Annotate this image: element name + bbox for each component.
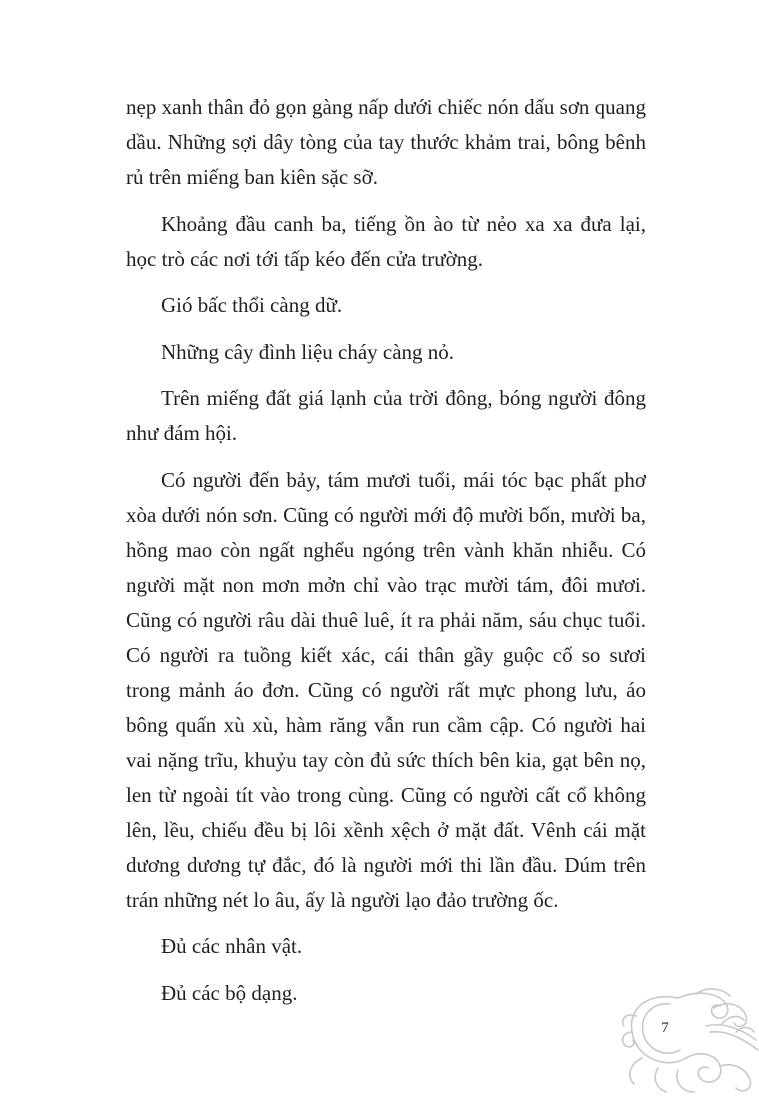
floral-scroll-ornament-icon	[618, 988, 759, 1096]
paragraph: Đủ các nhân vật.	[161, 934, 303, 958]
page-body	[126, 90, 646, 1022]
paragraph: Khoảng đầu canh ba, tiếng ồn ào từ nẻo xa xa đưa lại, học trò các nơi tới tấp kéo đến cửa trường.	[126, 211, 646, 271]
paragraph: Gió bấc thổi càng dữ.	[161, 293, 343, 317]
paragraph: Đủ các bộ dạng.	[161, 980, 298, 1005]
page-number: 7	[661, 1020, 669, 1036]
paragraph: Những cây đình liệu cháy càng nỏ.	[161, 339, 455, 364]
paragraph: Trên miếng đất giá lạnh của trời đông, bóng người đông như đám hội.	[126, 386, 646, 445]
paragraph: nẹp xanh thân đỏ gọn gàng nấp dưới chiếc nón dấu sơn quang dầu. Những sợi dây tòng của tay thước khảm trai, bông bênh rủ trên miếng ban kiên sặc sỡ.	[126, 95, 646, 189]
paragraph: Có người đến bảy, tám mươi tuổi, mái tóc bạc phất phơ xòa dưới nón sơn. Cũng có người mới độ mười bốn, mười ba, hồng mao còn ngất nghểu ngóng trên vành khăn nhiễu. Có người mặt non mơn mởn chỉ vào trạc mười tám, đôi mươi. Cũng có người râu dài thuê luê, ít ra phải năm, sáu chục tuổi. Có người ra tuồng kiết xác, cái thân gầy guộc cố so sươi trong mảnh áo đơn. Cũng có người rất mực phong lưu, áo bông quấn xù xù, hàm răng vẫn run cầm cập. Có người hai vai nặng trĩu, khuỷu tay còn đủ sức thích bên kia, gạt bên nọ, len từ ngoài tít vào trong cùng. Cũng có người cất cổ không lên, lều, chiếu đều bị lôi xềnh xệch ở mặt đất. Vênh cái mặt dương dương tự đắc, đó là người mới thi lần đầu. Dúm trên trán những nét lo âu, ấy là người lạo đảo trường ốc.	[126, 467, 646, 912]
